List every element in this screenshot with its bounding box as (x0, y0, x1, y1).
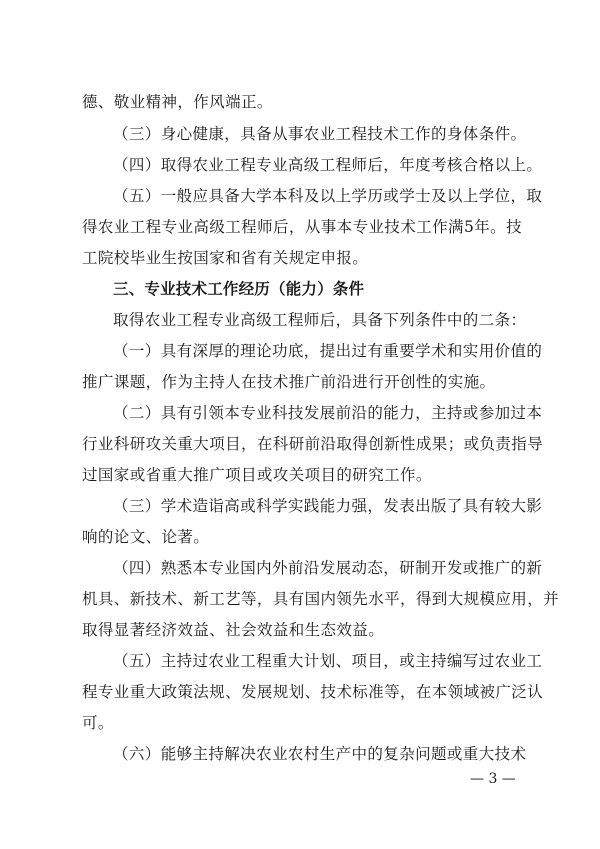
text-line: 取得显著经济效益、社会效益和生态效益。 (82, 621, 385, 639)
text-line: （五）主持过农业工程重大计划、项目，或主持编写过农业工 (113, 652, 543, 670)
text-line: （三）学术造诣高或科学实践能力强，发表出版了具有较大影 (113, 497, 543, 515)
text-line: 德、敬业精神，作风端正。 (82, 93, 273, 111)
text-line: （二）具有引领本专业科技发展前沿的能力，主持或参加过本 (113, 404, 543, 422)
text-line: 机具、新技术、新工艺等，具有国内领先水平，得到大规模应用，并 (82, 590, 560, 608)
text-line: 推广课题，作为主持人在技术推广前沿进行开创性的实施。 (82, 373, 496, 391)
text-line: 行业科研攻关重大项目，在科研前沿取得创新性成果；或负责指导 (82, 435, 544, 453)
text-line: （六）能够主持解决农业农村生产中的复杂问题或重大技术 (113, 745, 527, 763)
text-line: 取得农业工程专业高级工程师后，具备下列条件中的二条： (113, 311, 527, 329)
section-heading: 三、专业技术工作经历（能力）条件 (113, 280, 365, 298)
text-line: （三）身心健康，具备从事农业工程技术工作的身体条件。 (113, 125, 527, 143)
text-line: （四）熟悉本专业国内外前沿发展动态，研制开发或推广的新 (113, 559, 543, 577)
text-line: （四）取得农业工程专业高级工程师后，年度考核合格以上。 (113, 156, 543, 174)
text-line: 工院校毕业生按国家和省有关规定申报。 (82, 249, 369, 267)
text-line: 过国家或省重大推广项目或攻关项目的研究工作。 (82, 466, 432, 484)
text-line: （一）具有深厚的理论功底，提出过有重要学术和实用价值的 (113, 342, 543, 360)
text-line: 得农业工程专业高级工程师后，从事本专业技术工作满5年。技 (82, 218, 522, 236)
text-line: 程专业重大政策法规、发展规划、技术标准等，在本领域被广泛认 (82, 683, 544, 701)
text-line: 可。 (82, 714, 114, 732)
text-line: （五）一般应具备大学本科及以上学历或学士及以上学位，取 (113, 187, 543, 205)
page-number: — 3 — (470, 771, 516, 787)
text-line: 响的论文、论著。 (82, 528, 210, 546)
